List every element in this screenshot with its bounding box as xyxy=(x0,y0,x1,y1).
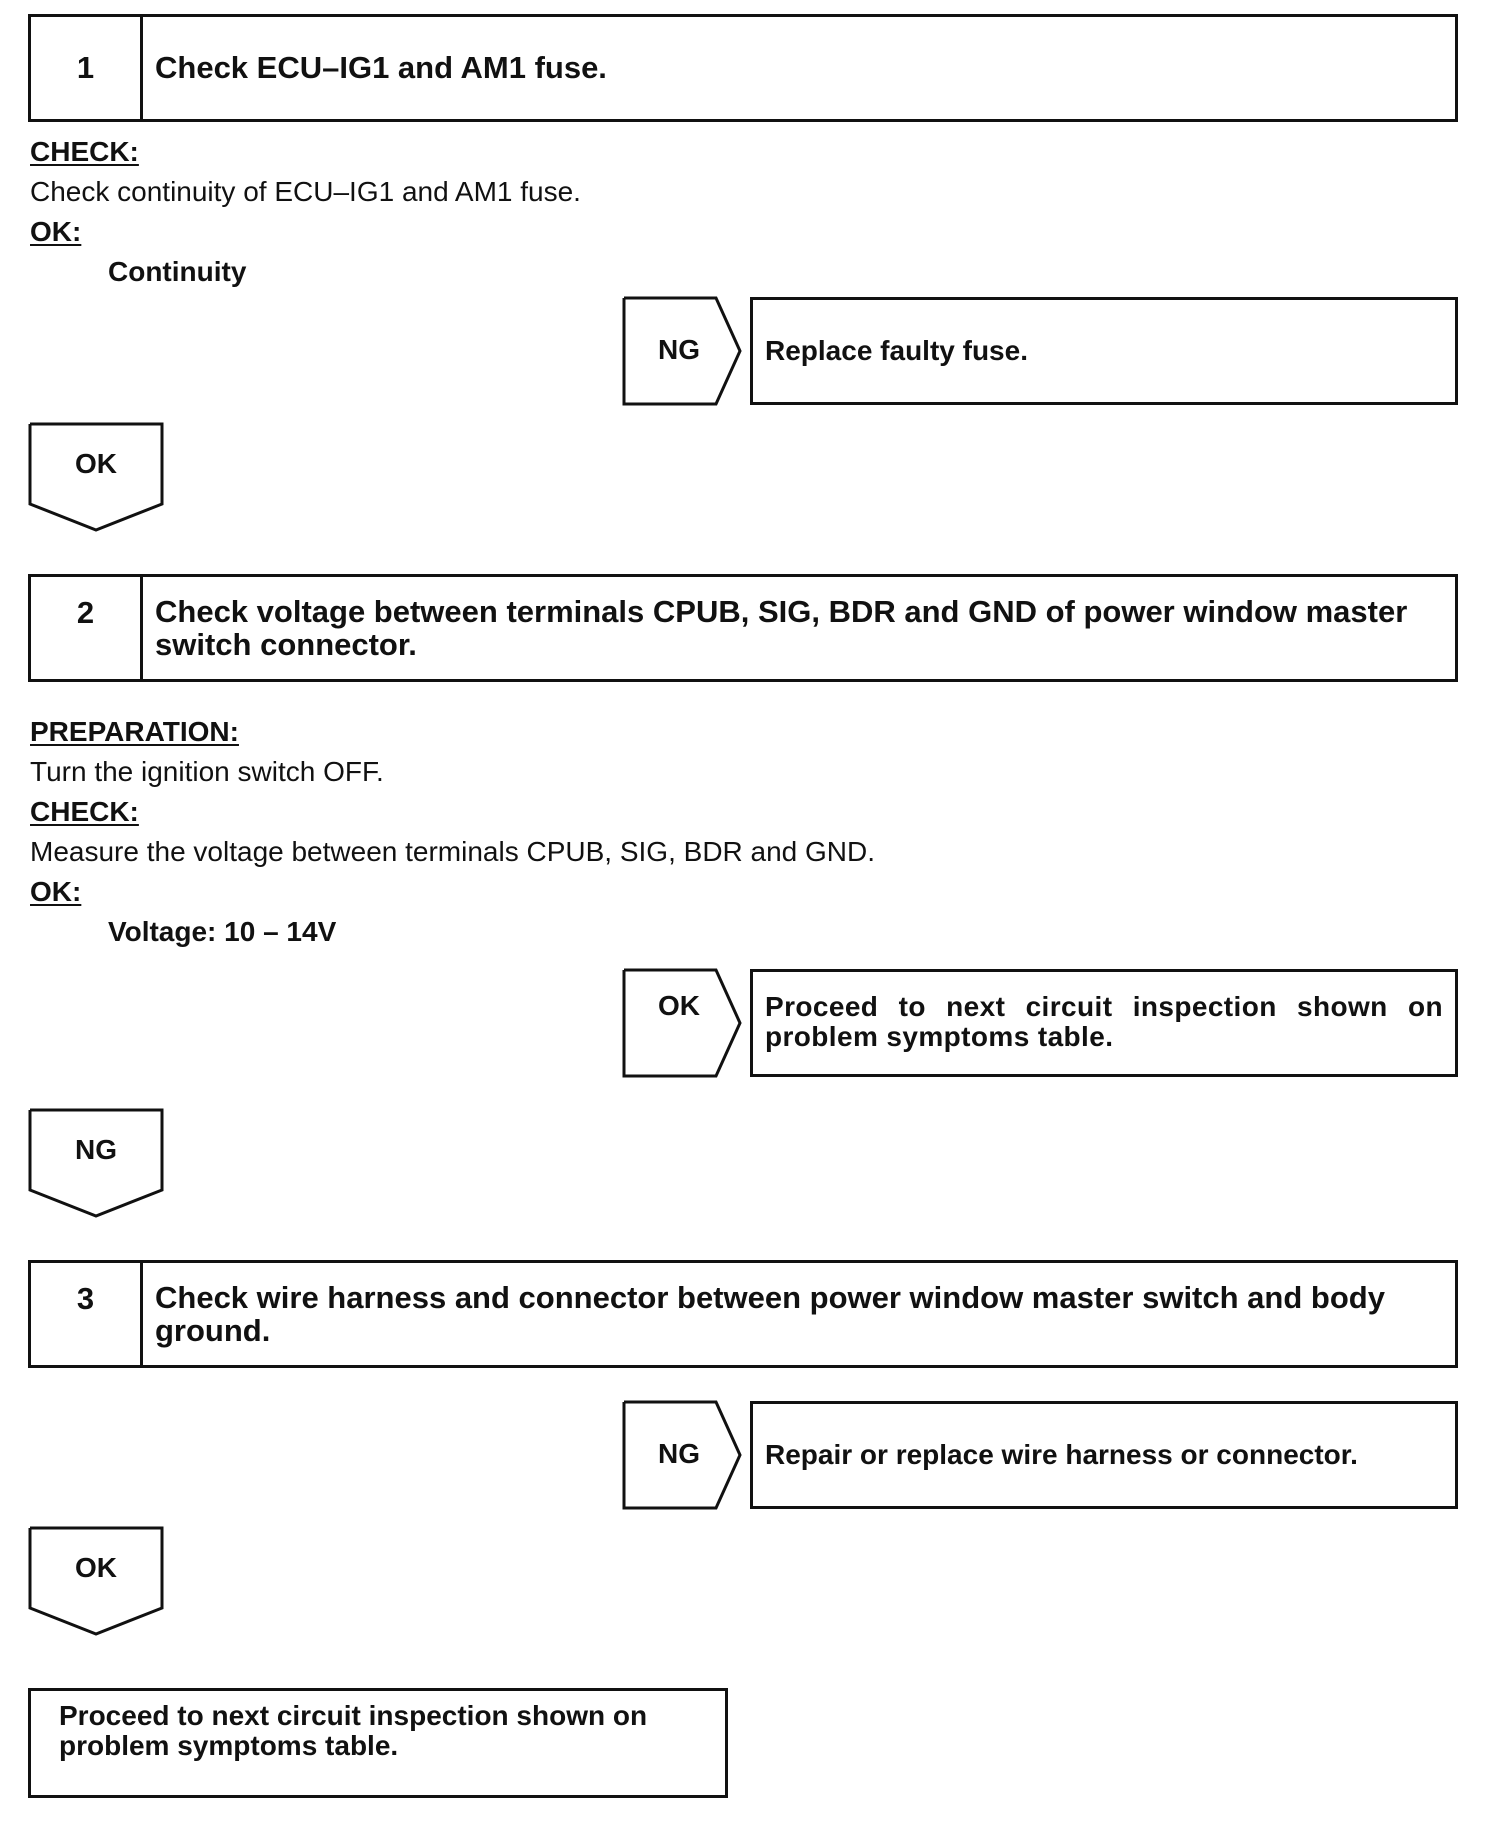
step-1-title: Check ECU–IG1 and AM1 fuse. xyxy=(155,50,607,85)
step-3-side-result: NG xyxy=(658,1438,700,1469)
step-2-side-result: OK xyxy=(658,990,700,1021)
final-action-box: Proceed to next circuit inspection shown on problem symptoms table. xyxy=(28,1688,728,1798)
step-2-ok-label: OK: xyxy=(30,876,82,907)
step-1-box xyxy=(28,14,1458,122)
step-2-ok-spec: Voltage: 10 – 14V xyxy=(108,916,337,947)
step-3-title: Check wire harness and connector between power window master switch and body ground. xyxy=(155,1280,1385,1348)
step-2-side-arrow-shape xyxy=(624,968,744,1078)
step-1-ok-label: OK: xyxy=(30,216,82,247)
step-2-box xyxy=(28,574,1458,682)
step-3-down-result: OK xyxy=(75,1552,117,1583)
step-2-side-action: Proceed to next circuit inspection shown on problem symptoms table. xyxy=(750,969,1458,1077)
step-3-side-action: Repair or replace wire harness or connector. xyxy=(750,1401,1458,1509)
step-2-prep-label: PREPARATION: xyxy=(30,716,239,747)
step-1-number: 1 xyxy=(31,17,143,119)
step-1-side-result: NG xyxy=(658,334,700,365)
step-1-down-result: OK xyxy=(75,448,117,479)
step-2-title: Check voltage between terminals CPUB, SIG, BDR and GND of power window master switch connector. xyxy=(155,594,1408,662)
step-1-check-label: CHECK: xyxy=(30,136,139,167)
step-3-number: 3 xyxy=(31,1263,143,1365)
step-2-prep-text: Turn the ignition switch OFF. xyxy=(30,756,384,787)
step-2-down-result: NG xyxy=(75,1134,117,1165)
step-1-side-action: Replace faulty fuse. xyxy=(750,297,1458,405)
step-2-check-text: Measure the voltage between terminals CPUB, SIG, BDR and GND. xyxy=(30,836,876,867)
step-2-number: 2 xyxy=(31,577,143,679)
step-3-box xyxy=(28,1260,1458,1368)
step-1-ok-spec: Continuity xyxy=(108,256,247,287)
step-1-check-text: Check continuity of ECU–IG1 and AM1 fuse. xyxy=(30,176,581,207)
step-2-check-label: CHECK: xyxy=(30,796,139,827)
